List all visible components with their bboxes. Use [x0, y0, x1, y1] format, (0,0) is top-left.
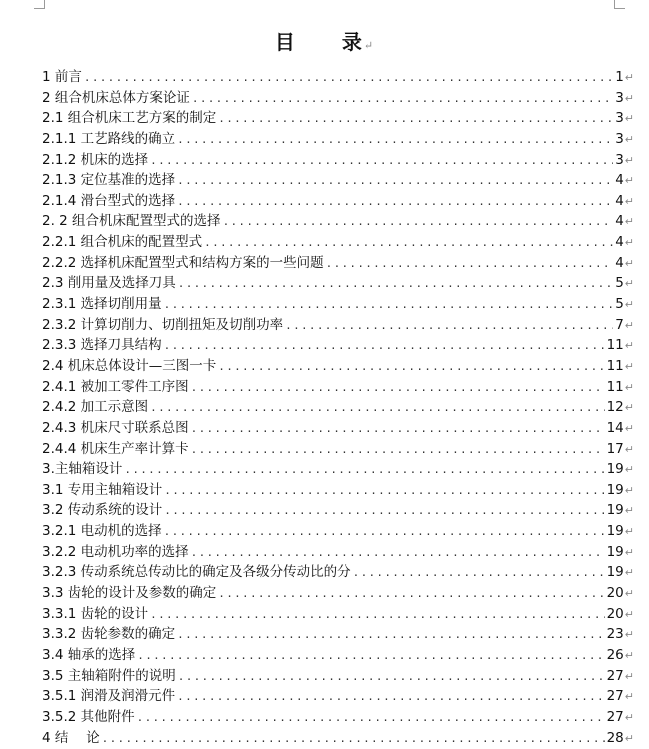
toc-entry-page-number: 7	[615, 315, 624, 336]
toc-dot-leader	[150, 151, 613, 172]
toc-dot-leader	[218, 584, 604, 605]
page-title-char-1: 目	[275, 30, 296, 54]
toc-dot-leader	[150, 605, 604, 626]
toc-dot-leader	[164, 501, 604, 522]
toc-dot-leader	[326, 254, 614, 275]
paragraph-mark-icon: ↵	[625, 667, 634, 688]
toc-entry[interactable]	[42, 232, 634, 253]
paragraph-mark-icon: ↵	[625, 625, 634, 646]
toc-entry-page-number: 5	[615, 294, 624, 315]
paragraph-mark-icon: ↵	[625, 109, 634, 130]
toc-dot-leader	[191, 378, 605, 399]
paragraph-mark-icon: ↵	[625, 708, 634, 729]
paragraph-mark-icon: ↵	[625, 646, 634, 667]
toc-entry-page-number: 27	[607, 666, 624, 687]
toc-entry[interactable]	[42, 624, 634, 645]
toc-entry-label: 2.1.1 工艺路线的确立	[42, 129, 175, 150]
toc-entry-page-number: 3	[615, 88, 624, 109]
toc-entry[interactable]	[42, 191, 634, 212]
toc-entry-page-number: 12	[607, 397, 624, 418]
toc-entry[interactable]	[42, 211, 634, 232]
toc-dot-leader	[191, 543, 605, 564]
toc-entry-page-number: 17	[607, 439, 624, 460]
toc-entry-page-number: 11	[607, 335, 624, 356]
toc-dot-leader	[177, 687, 604, 708]
toc-entry[interactable]	[42, 377, 634, 398]
toc-entry-label: 2.4.4 机床生产率计算卡	[42, 439, 189, 460]
paragraph-mark-icon: ↵	[625, 501, 634, 522]
toc-dot-leader	[353, 563, 605, 584]
toc-dot-leader	[218, 109, 613, 130]
toc-entry[interactable]	[42, 562, 634, 583]
toc-entry[interactable]	[42, 542, 634, 563]
toc-entry[interactable]	[42, 480, 634, 501]
toc-dot-leader	[150, 398, 604, 419]
toc-entry-page-number: 27	[607, 707, 624, 728]
toc-entry-page-number: 11	[607, 377, 624, 398]
toc-entry-label: 4 结 论	[42, 728, 100, 749]
toc-entry[interactable]	[42, 150, 634, 171]
toc-entry-label: 2.3.1 选择切削用量	[42, 294, 162, 315]
paragraph-mark-icon: ↵	[625, 151, 634, 172]
toc-entry-page-number: 4	[615, 170, 624, 191]
paragraph-mark-icon: ↵	[625, 378, 634, 399]
toc-entry[interactable]	[42, 108, 634, 129]
toc-entry-page-number: 5	[615, 273, 624, 294]
toc-entry-page-number: 3	[615, 129, 624, 150]
toc-entry-label: 3.3 齿轮的设计及参数的确定	[42, 583, 216, 604]
toc-entry-page-number: 26	[607, 645, 624, 666]
toc-dot-leader	[191, 440, 605, 461]
toc-entry[interactable]	[42, 335, 634, 356]
toc-entry[interactable]	[42, 253, 634, 274]
toc-entry[interactable]	[42, 459, 634, 480]
toc-dot-leader	[218, 357, 604, 378]
toc-entry-label: 2.4 机床总体设计—三图一卡	[42, 356, 216, 377]
toc-dot-leader	[178, 667, 605, 688]
toc-dot-leader	[178, 274, 613, 295]
paragraph-mark-icon: ↵	[625, 316, 634, 337]
toc-entry-page-number: 28	[607, 728, 624, 749]
toc-entry[interactable]	[42, 686, 634, 707]
toc-entry-label: 3.2.2 电动机功率的选择	[42, 542, 189, 563]
paragraph-mark-icon: ↵	[625, 543, 634, 564]
page-title-char-2: 录	[342, 30, 363, 54]
toc-entry-page-number: 19	[607, 521, 624, 542]
toc-entry-page-number: 11	[607, 356, 624, 377]
paragraph-mark-icon: ↵	[625, 729, 634, 749]
toc-dot-leader	[177, 130, 613, 151]
page-corner-mark-right	[614, 0, 625, 9]
toc-entry[interactable]	[42, 273, 634, 294]
toc-dot-leader	[177, 625, 604, 646]
toc-dot-leader	[137, 646, 604, 667]
toc-entry-page-number: 1	[615, 67, 624, 88]
toc-entry-page-number: 4	[615, 191, 624, 212]
toc-entry-page-number: 19	[607, 542, 624, 563]
toc-entry[interactable]	[42, 666, 634, 687]
toc-dot-leader	[164, 481, 604, 502]
toc-dot-leader	[137, 708, 605, 729]
toc-entry-page-number: 20	[607, 583, 624, 604]
toc-entry-label: 1 前言	[42, 67, 82, 88]
paragraph-mark-icon: ↵	[364, 39, 374, 52]
toc-entry[interactable]	[42, 418, 634, 439]
toc-entry-label: 2.2.1 组合机床的配置型式	[42, 232, 202, 253]
toc-dot-leader	[285, 316, 613, 337]
toc-dot-leader	[192, 89, 613, 110]
toc-entry-page-number: 4	[615, 211, 624, 232]
paragraph-mark-icon: ↵	[625, 357, 634, 378]
toc-dot-leader	[223, 212, 614, 233]
toc-entry[interactable]	[42, 439, 634, 460]
paragraph-mark-icon: ↵	[625, 89, 634, 110]
toc-dot-leader	[177, 192, 613, 213]
paragraph-mark-icon: ↵	[625, 481, 634, 502]
toc-entry-page-number: 14	[607, 418, 624, 439]
paragraph-mark-icon: ↵	[625, 254, 634, 275]
toc-entry-label: 2.3 削用量及选择刀具	[42, 273, 176, 294]
paragraph-mark-icon: ↵	[625, 171, 634, 192]
toc-dot-leader	[164, 336, 605, 357]
paragraph-mark-icon: ↵	[625, 563, 634, 584]
toc-entry-label: 2.1.4 滑台型式的选择	[42, 191, 175, 212]
toc-dot-leader	[204, 233, 613, 254]
toc-dot-leader	[191, 419, 605, 440]
toc-entry-label: 3.5 主轴箱附件的说明	[42, 666, 176, 687]
toc-entry-label: 2.4.1 被加工零件工序图	[42, 377, 189, 398]
toc-entry-label: 2.4.3 机床尺寸联系总图	[42, 418, 189, 439]
toc-entry-label: 3.2 传动系统的设计	[42, 500, 162, 521]
paragraph-mark-icon: ↵	[625, 295, 634, 316]
toc-entry[interactable]	[42, 356, 634, 377]
toc-entry[interactable]	[42, 500, 634, 521]
toc-entry-label: 2. 2 组合机床配置型式的选择	[42, 211, 221, 232]
toc-entry-label: 3.主轴箱设计	[42, 459, 122, 480]
page-corner-mark-left	[34, 0, 45, 9]
toc-entry-label: 3.3.2 齿轮参数的确定	[42, 624, 175, 645]
toc-entry[interactable]	[42, 129, 634, 150]
toc-entry[interactable]	[42, 67, 634, 88]
toc-entry[interactable]	[42, 728, 634, 749]
toc-entry[interactable]	[42, 315, 634, 336]
paragraph-mark-icon: ↵	[625, 336, 634, 357]
toc-entry-label: 3.5.2 其他附件	[42, 707, 135, 728]
toc-entry[interactable]	[42, 294, 634, 315]
toc-dot-leader	[164, 295, 614, 316]
toc-entry-label: 3.4 轴承的选择	[42, 645, 135, 666]
toc-entry-label: 2.1.3 定位基准的选择	[42, 170, 175, 191]
toc-entry-label: 2.2.2 选择机床配置型式和结构方案的一些问题	[42, 253, 324, 274]
paragraph-mark-icon: ↵	[625, 274, 634, 295]
toc-entry[interactable]	[42, 604, 634, 625]
page-title	[0, 26, 649, 55]
toc-entry[interactable]	[42, 397, 634, 418]
paragraph-mark-icon: ↵	[625, 584, 634, 605]
paragraph-mark-icon: ↵	[625, 130, 634, 151]
paragraph-mark-icon: ↵	[625, 233, 634, 254]
toc-entry-label: 3.3.1 齿轮的设计	[42, 604, 148, 625]
paragraph-mark-icon: ↵	[625, 605, 634, 626]
paragraph-mark-icon: ↵	[625, 212, 634, 233]
toc-entry-page-number: 4	[615, 253, 624, 274]
toc-entry[interactable]	[42, 170, 634, 191]
toc-dot-leader	[124, 460, 604, 481]
toc-entry-label: 2.3.2 计算切削力、切削扭矩及切削功率	[42, 315, 283, 336]
paragraph-mark-icon: ↵	[625, 522, 634, 543]
toc-entry[interactable]	[42, 521, 634, 542]
toc-entry-page-number: 19	[607, 500, 624, 521]
toc-entry-page-number: 19	[607, 562, 624, 583]
toc-entry-page-number: 19	[607, 480, 624, 501]
toc-entry-page-number: 27	[607, 686, 624, 707]
toc-entry[interactable]	[42, 88, 634, 109]
toc-entry[interactable]	[42, 645, 634, 666]
toc-dot-leader	[102, 729, 605, 749]
paragraph-mark-icon: ↵	[625, 419, 634, 440]
toc-entry[interactable]	[42, 583, 634, 604]
toc-entry-page-number: 20	[607, 604, 624, 625]
paragraph-mark-icon: ↵	[625, 398, 634, 419]
toc-entry-page-number: 19	[607, 459, 624, 480]
toc-dot-leader	[177, 171, 613, 192]
toc-entry-page-number: 3	[615, 150, 624, 171]
paragraph-mark-icon: ↵	[625, 687, 634, 708]
paragraph-mark-icon: ↵	[625, 460, 634, 481]
table-of-contents	[42, 67, 634, 748]
toc-dot-leader	[164, 522, 605, 543]
toc-entry-label: 2.4.2 加工示意图	[42, 397, 148, 418]
toc-entry-label: 3.2.1 电动机的选择	[42, 521, 162, 542]
toc-entry-label: 3.2.3 传动系统总传动比的确定及各级分传动比的分	[42, 562, 351, 583]
toc-entry[interactable]	[42, 707, 634, 728]
toc-entry-page-number: 3	[615, 108, 624, 129]
toc-entry-label: 2.1.2 机床的选择	[42, 150, 148, 171]
paragraph-mark-icon: ↵	[625, 68, 634, 89]
toc-entry-label: 2 组合机床总体方案论证	[42, 88, 190, 109]
toc-entry-page-number: 4	[615, 232, 624, 253]
paragraph-mark-icon: ↵	[625, 440, 634, 461]
toc-entry-label: 2.3.3 选择刀具结构	[42, 335, 162, 356]
toc-entry-page-number: 23	[607, 624, 624, 645]
toc-entry-label: 3.1 专用主轴箱设计	[42, 480, 162, 501]
toc-entry-label: 3.5.1 润滑及润滑元件	[42, 686, 175, 707]
toc-dot-leader	[84, 68, 613, 89]
paragraph-mark-icon: ↵	[625, 192, 634, 213]
toc-entry-label: 2.1 组合机床工艺方案的制定	[42, 108, 216, 129]
